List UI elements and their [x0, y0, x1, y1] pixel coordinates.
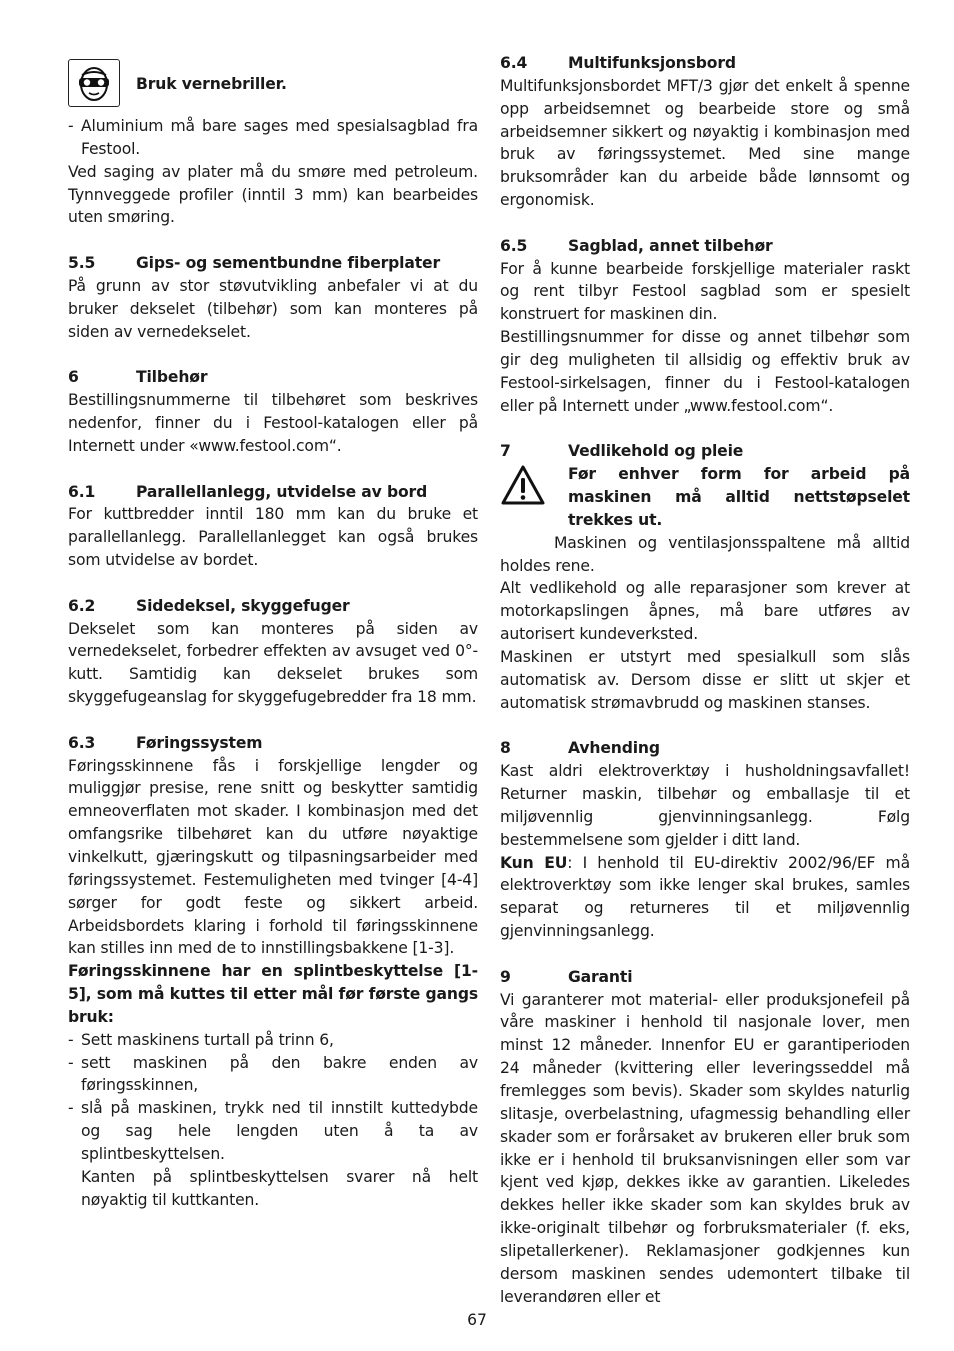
maintenance-warning: [500, 440, 910, 577]
section-text-7c: Maskinen er utstyrt med spesialkull som slås automatisk av. Dersom disse er slitt ut skjer et automatisk strømavbrudd og maskinen stanses.: [500, 647, 910, 712]
right-column: [500, 52, 910, 1308]
left-column: [68, 52, 478, 1212]
safety-goggles-icon: [68, 59, 120, 107]
eu-label: Kun EU: [500, 853, 568, 872]
section-text-6-1: For kuttbredder inntil 180 mm kan du bruke et parallellanlegg. Parallellanlegget kan også brukes som utvidelse av bordet.: [68, 505, 478, 570]
section-heading-6: 6 Tilbehør: [68, 368, 208, 387]
section-text-5-5: På grunn av stor støvutvikling anbefaler vi at du bruker dekselet (tilbehør) som kan monteres på siden av vernedekselet.: [68, 276, 478, 341]
section-text-8-eu: [500, 852, 910, 943]
warning-text: Før enhver form for arbeid på maskinen må alltid nettstøpselet trekkes ut.: [568, 465, 910, 529]
aluminium-text: Ved saging av plater må du smøre med petroleum. Tynnveggede profiler (inntil 3 mm) kan bearbeides uten smøring.: [68, 162, 478, 227]
section-heading-7: 7 Vedlikehold og pleie: [500, 442, 744, 461]
section-heading-6-4: 6.4 Multifunksjonsbord: [500, 54, 736, 72]
goggles-notice: [68, 52, 478, 109]
warning-triangle-icon: [500, 464, 546, 513]
page-number: 67: [467, 1311, 487, 1329]
section-text-6-2: Dekselet som kan monteres på siden av vernedekselet, forbedrer effekten av avsuget ved 0°-kutt. Samtidig kan dekselet brukes som skyggefugeanslag for skyggefugebredder fra 18 mm.: [68, 619, 478, 707]
section-heading-6-5: 6.5 Sagblad, annet tilbehør: [500, 236, 773, 255]
section-heading-6-2: 6.2 Sidedeksel, skyggefuger: [68, 596, 350, 615]
section-text-9: Vi garanterer mot material- eller produksjonefeil på våre maskiner i henhold til nasjonale lover, men minst 12 måneder. Innenfor EU er garantiperioden 24 måneder (kvittering eller leveringsseddel må fremlegges som bevis). Skader som skyldes naturlig slitasje, overbelastning, ufagmessig behandling eller skader som er forårsaket av brukeren eller bruk som ikke er i henhold til bruksanvisningen eller som var kjent ved kjøp, dekkes ikke av garantien. Likeledes dekkes heller ikke skader som kan skyldes bruk av ikke-originalt tilbehør og forbruksmaterialer (f. eks, slipetallerkener). Reklamasjoner godkjennes kun dersom maskinen sendes udemontert tilbake til leverandøren eller et: [500, 990, 910, 1306]
section-text-6-5b: Bestillingsnummer for disse og annet tilbehør som gir deg muligheten til allsidig og effektiv bruk av Festool-sirkelsagen, finner du i Festool-katalogen eller på Internett under „www.festool.com“.: [500, 328, 910, 415]
list-item: - sett maskinen på den bakre enden av føringsskinnen,: [68, 1052, 478, 1098]
section-text-6-5a: For å kunne bearbeide forskjellige materialer raskt og rent tilbyr Festool sagblad som er spesielt konstruert for maskinen din.: [500, 259, 910, 324]
section-bold-text-6-3: Føringsskinnene har en splintbeskyttelse [1-5], som må kuttes til etter mål før første gangs bruk:: [68, 962, 478, 1026]
section-heading-6-1: 6.1 Parallellanlegg, utvidelse av bord: [68, 482, 428, 501]
section-text-6: Bestillingsnummerne til tilbehøret som beskrives nedenfor, finner du i Festool-katalogen eller på Internett under «www.festool.com“.: [68, 391, 478, 455]
steps-list: [68, 1029, 478, 1166]
list-item: - Sett maskinens turtall på trinn 6,: [68, 1029, 478, 1052]
section-text-6-4: Multifunksjonsbordet MFT/3 gjør det enkelt å spenne opp arbeidsemnet og bearbeide store og små arbeidsemner sikkert og nøyaktig i kombinasjon med bruk av føringssystemet. Med sine mange bruksområder kan du arbeide både lønnsomt og ergonomisk.: [500, 76, 910, 210]
section-heading-5-5: 5.5 Gips- og sementbundne fiberplater: [68, 254, 441, 273]
steps-closing-text: Kanten på splintbeskyttelsen svarer nå helt nøyaktig til kuttkanten.: [81, 1167, 478, 1209]
section-text-8: Kast aldri elektroverktøy i husholdningsavfallet! Returner maskin, tilbehør og emballasje til et miljøvennlig gjenvinningsanlegg. Følg bestemmelsene som gjelder i ditt land.: [500, 762, 910, 849]
section-heading-9: 9 Garanti: [500, 967, 633, 986]
aluminium-list: [68, 115, 478, 161]
eu-text: : I henhold til EU-direktiv 2002/96/EF må elektroverktøy som ikke lenger skal brukes, samles separat og returneres til et miljøvennlig gjenvinningsanlegg.: [500, 853, 910, 941]
section-text-6-3: Føringsskinnene fås i forskjellige lengder og muliggjør presise, rene snitt og beskytter samtidig emneoverflaten mot skader. I kombinasjon med det omfangsrike tilbehøret kan du utføre nøyaktige vinkelkutt, gjæringskutt og tilpasningsarbeider med føringssystemet. Festemuligheten med tvinger [4-4] sørger for godt feste og sikkert arbeid. Arbeidsbordets klaring i forhold til føringsskinnene kan stilles inn med de to innstillingsbakkene [1-3].: [68, 756, 478, 958]
section-text-7a: Maskinen og ventilasjonsspaltene må alltid holdes rene.: [500, 533, 910, 575]
section-heading-6-3: 6.3 Føringssystem: [68, 733, 263, 752]
section-text-7b: Alt vedlikehold og alle reparasjoner som krever at motorkapslingen åpnes, må bare utføres av autorisert kundeverksted.: [500, 579, 910, 644]
list-item: - Aluminium må bare sages med spesialsagblad fra Festool.: [68, 115, 478, 161]
section-heading-8: 8 Avhending: [500, 739, 660, 758]
list-item: - slå på maskinen, trykk ned til innstilt kuttedybde og sag hele lengden uten å ta av splintbeskyttelsen.: [68, 1097, 478, 1166]
goggles-label: Bruk vernebriller.: [136, 75, 287, 94]
